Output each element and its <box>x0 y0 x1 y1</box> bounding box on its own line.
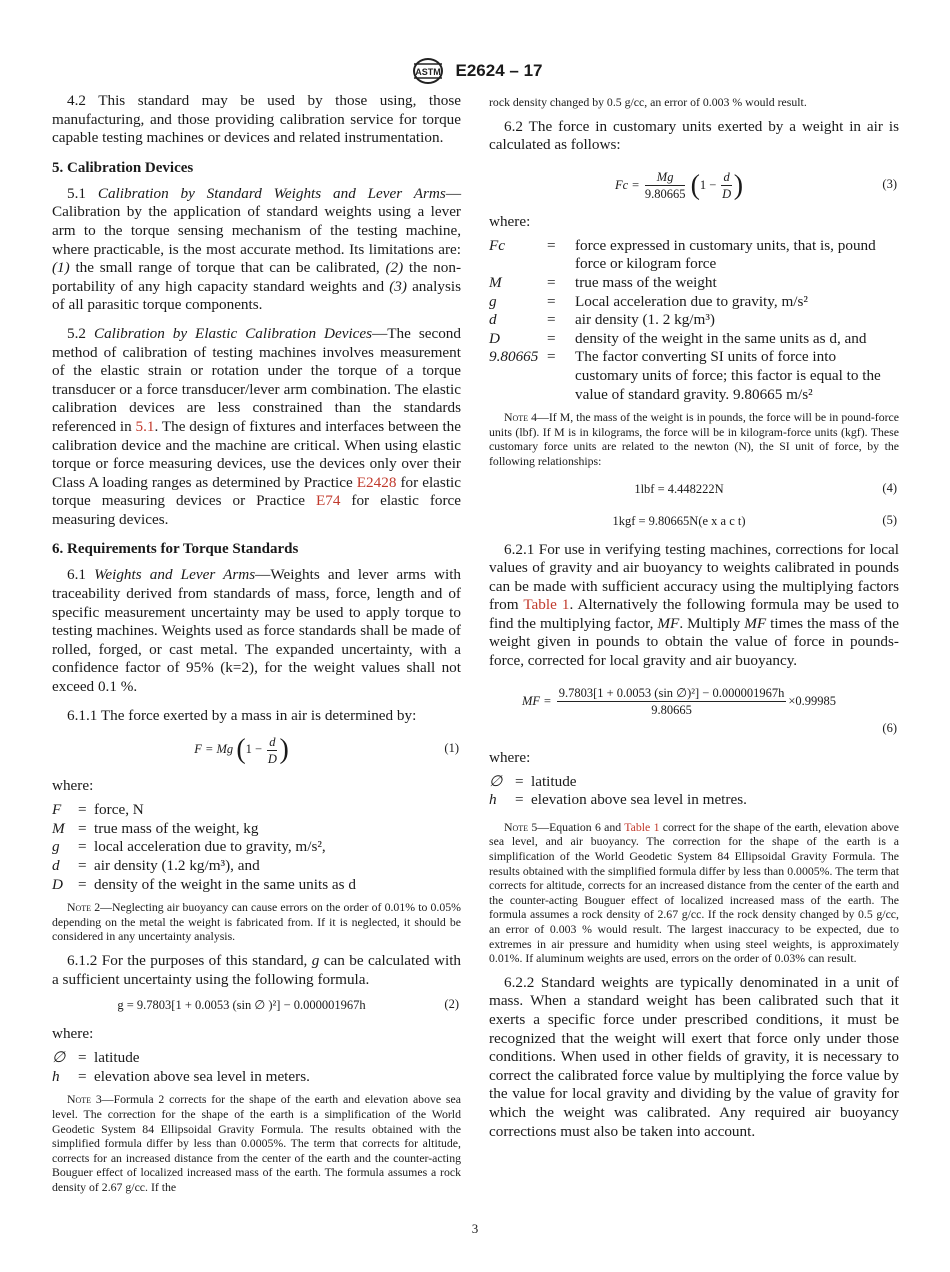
definition-eq: = <box>547 292 556 310</box>
note-4: Note 4—If M, the mass of the weight is in pounds, the force will be in pound-force units (lbf). If M is in kilograms, the force will be in kilogram-force units (kgf). These customary force units are related to the newton (N), the SI unit of force, by the following relationships: <box>489 410 899 468</box>
definition-eq: = <box>78 801 87 819</box>
definition-sym: g <box>52 838 60 856</box>
paragraph-6-1-2: 6.1.2 For the purposes of this standard, g can be calculated with a sufficient uncertainty using the following formula. <box>52 951 462 988</box>
definition-row <box>52 1049 461 1068</box>
definition-txt: local acceleration due to gravity, m/s², <box>94 838 326 856</box>
definition-row <box>52 838 461 857</box>
definition-eq: = <box>78 819 87 837</box>
equation-3: Fc = $\frac{Mg}{9.80665}$ (1 − $\frac{d}{D}$ ) (3) <box>614 169 897 202</box>
definition-txt: force, N <box>94 801 144 819</box>
definition-eq: = <box>547 236 556 254</box>
section-5-heading: 5. Calibration Devices <box>52 159 194 176</box>
definition-row <box>52 801 461 820</box>
definition-row <box>489 237 899 274</box>
paragraph-6-1: 6.1 Weights and Lever Arms—Weights and lever arms with traceability derived from standards of mass, force, length and of specific measurement uncertainty may be used to apply torque to testing machines. Weights used as force standards shall be made of rolled, forged, or cast metal. The expanded uncertainty, with a confidence factor of 95% (k=2), for the weight values shall not exceed 0.1 %. <box>52 566 462 696</box>
section-6-heading: 6. Requirements for Torque Standards <box>52 541 299 558</box>
definition-row <box>489 311 899 330</box>
svg-text:ASTM: ASTM <box>414 67 441 77</box>
definition-eq: = <box>547 329 556 347</box>
definition-txt: latitude <box>531 772 577 790</box>
definition-eq: = <box>515 772 524 790</box>
definition-txt: The factor converting SI units of force into customary units of force; this factor is equal to the value of standard gravity. 9.80665 m/s² <box>575 348 881 403</box>
definition-eq: = <box>547 273 556 291</box>
definition-row <box>489 274 899 293</box>
note-5: Note 5—Equation 6 and Table 1 correct for the shape of the earth, elevation above sea level, and air buoyancy. The correction for the shape of the earth is a simplification of the World Geodetic System 84 Ellipsoidal Gravity Formula. The results obtained with the simplified formula differ by less than 0.0005%. The term that corrects for altitude, corrects for an increased distance from the center of the earth and the counter-acting Bouguer effect of localized increased mass of the earth. The formula assumes a rock density of 2.67 g/cc. If the rock density changed by 0.5 g/cc, an error of 0.003 % would result. The largest inaccuracy to be expected, due to extremes in air pressure and humidity when using steel weights, is approximately 0.01%. If aluminum weights are used, errors on the order of 0.03% can result. <box>489 819 900 966</box>
page-header <box>0 56 950 86</box>
paragraph-5-2: 5.2 Calibration by Elastic Calibration Devices—The second method of calibration of testing machines involves measurement of the elastic strain or rotation under the torque of a torque transducer or a force transducer/lever arm combination. The elastic calibration devices are less constrained than the standards referenced in 5.1. The design of fixtures and interfaces between the calibration device and the machine are critical. When using elastic torque or force measuring devices, use the devices only over their Class A loading ranges as determined by Practice E2428 for elastic torque measuring devices or Practice E74 for elastic force measuring devices. <box>52 324 462 528</box>
definition-txt: air density (1. 2 kg/m³) <box>575 311 715 329</box>
equation-1: F = Mg (1 − $\frac{d}{D}$ ) (1) <box>194 734 459 766</box>
definition-row <box>489 348 899 404</box>
standard-designation: E2624 – 17 <box>455 61 543 80</box>
definition-row <box>489 791 899 810</box>
definition-sym: g <box>489 292 497 310</box>
definition-sym: Fc <box>489 236 506 254</box>
paragraph-6-2: 6.2 The force in customary units exerted by a weight in air is calculated as follows: <box>489 117 899 154</box>
where-label-4: where: <box>489 748 531 766</box>
link-e2428[interactable]: E2428 <box>356 473 397 491</box>
definition-eq: = <box>78 1067 87 1085</box>
definition-txt: elevation above sea level in metres. <box>531 791 747 809</box>
paragraph-5-1: 5.1 Calibration by Standard Weights and Lever Arms—Calibration by the application of standard weights using a lever arm to the torque sensing mechanism of the testing machine, where practicable, is the most accurate method. Its limitations are: (1) the small range of torque that can be calibrated, (2) the non-portability of any high capacity standard weights and (3) analysis of all parasitic torque components. <box>52 184 462 314</box>
right-column <box>489 95 899 1151</box>
definition-eq: = <box>547 311 556 329</box>
definition-sym: d <box>489 311 497 329</box>
equation-2: g = 9.7803[1 + 0.0053 (sin ∅ )²] − 0.000001967h (2) <box>117 997 459 1013</box>
page-number: 3 <box>471 1221 479 1236</box>
note-3-continued: rock density changed by 0.5 g/cc, an error of 0.003 % would result. <box>489 95 807 109</box>
link-5-1[interactable]: 5.1 <box>135 417 155 435</box>
paragraph-6-2-2: 6.2.2 Standard weights are typically denominated in a unit of mass. When a standard weight has been calibrated such that it exerts a specific force under prescribed conditions, it must be recognized that the weight will exert that force only under those conditions. When used in other fields of gravity, it is necessary to correct the calibrated force value by multiplying the force value by the value for local gravity and dividing by the value of gravity for which the weight was calibrated. Any required air buoyancy corrections must also be taken into account. <box>489 973 899 1140</box>
definition-txt: true mass of the weight, kg <box>94 819 259 837</box>
definition-row <box>489 330 899 349</box>
note-2: Note 2—Neglecting air buoyancy can cause errors on the order of 0.01% to 0.05% depending on the metal the weight is fabricated from. If it is neglected, it should be considered in any uncertainty analysis. <box>52 900 462 944</box>
definition-eq: = <box>547 348 556 366</box>
left-column <box>52 92 461 1203</box>
definition-sym: D <box>489 329 500 347</box>
definition-sym: h <box>489 791 497 809</box>
definition-row <box>52 876 461 895</box>
definition-eq: = <box>78 1049 87 1067</box>
equation-5: 1kgf = 9.80665N(e x a c t) (5) <box>612 512 897 528</box>
definition-txt: true mass of the weight <box>575 273 717 291</box>
definition-eq: = <box>515 791 524 809</box>
definition-sym: h <box>52 1067 60 1085</box>
link-e74[interactable]: E74 <box>315 492 341 510</box>
definition-row <box>52 1068 461 1087</box>
definitions-eq2 <box>52 1049 461 1086</box>
equation-6: MF = $\frac{\text{9.7803[1 + 0.0053 (sin ∅)²] − 0.000001967h}}{9.80665}$ ×0.99985 (6) <box>521 686 897 735</box>
definition-row <box>52 857 461 876</box>
definition-txt: Local acceleration due to gravity, m/s² <box>575 292 808 310</box>
definition-txt: air density (1.2 kg/m³), and <box>94 857 260 874</box>
definition-row <box>489 293 899 312</box>
astm-logo-icon <box>408 56 448 86</box>
definition-sym: ∅ <box>489 772 503 790</box>
where-label-1: where: <box>52 777 94 795</box>
paragraph-6-2-1: 6.2.1 For use in verifying testing machines, corrections for local values of gravity and air buoyancy to weights calibrated in pounds can be made with sufficient accuracy using the multiplying factors from Table 1. Alternatively the following formula may be used to find the multiplying factor, MF. Multiply MF times the mass of the weight given in pounds to obtain the value of force in pounds-force, corrected for local gravity and air buoyancy. <box>489 540 900 670</box>
where-label-3: where: <box>489 212 531 230</box>
definitions-eq6 <box>489 773 899 810</box>
where-label-2: where: <box>52 1025 94 1043</box>
definition-sym: D <box>52 875 63 893</box>
definition-eq: = <box>78 875 87 893</box>
definition-sym: M <box>52 819 65 837</box>
definition-sym: 9.80665 <box>489 348 539 366</box>
definition-txt: density of the weight in the same units as d <box>94 875 356 893</box>
definition-sym: M <box>489 273 502 291</box>
definitions-eq1 <box>52 801 461 894</box>
definition-txt: latitude <box>94 1049 140 1067</box>
definition-row <box>489 773 899 792</box>
paragraph-4-2: 4.2 This standard may be used by those using, those manufacturing, and those providing calibration service for torque capable testing machines or devices and related instrumentation. <box>52 92 461 147</box>
definition-eq: = <box>78 838 87 856</box>
definition-row <box>52 820 461 839</box>
definition-txt: elevation above sea level in meters. <box>94 1067 310 1085</box>
definition-eq: = <box>78 857 87 874</box>
definition-txt: density of the weight in the same units as d, and <box>575 329 867 347</box>
definition-sym: d <box>52 857 60 874</box>
equation-4: 1lbf = 4.448222N (4) <box>634 480 897 496</box>
paragraph-6-1-1: 6.1.1 The force exerted by a mass in air is determined by: <box>67 706 417 724</box>
definition-sym: ∅ <box>52 1049 66 1067</box>
definition-sym: F <box>52 801 62 819</box>
definitions-eq3 <box>489 237 899 404</box>
definition-txt: force expressed in customary units, that is, pound force or kilogram force <box>575 236 876 273</box>
note-3: Note 3—Formula 2 corrects for the shape of the earth and elevation above sea level. The correction for the shape of the earth is a simplification of the World Geodetic System 84 Ellipsoidal Gravity Formula. The results obtained with the simplified formula differ by less than 0.0005%. The term that corrects for altitude, corrects for an increased distance from the center of the earth and the counter-acting Bouguer effect of localized increased mass of the earth. The formula assumes a rock density of 2.67 g/cc. If the <box>52 1092 461 1194</box>
link-table-1[interactable]: Table 1 <box>523 596 570 614</box>
link-table-1-note5[interactable]: Table 1 <box>624 819 660 834</box>
